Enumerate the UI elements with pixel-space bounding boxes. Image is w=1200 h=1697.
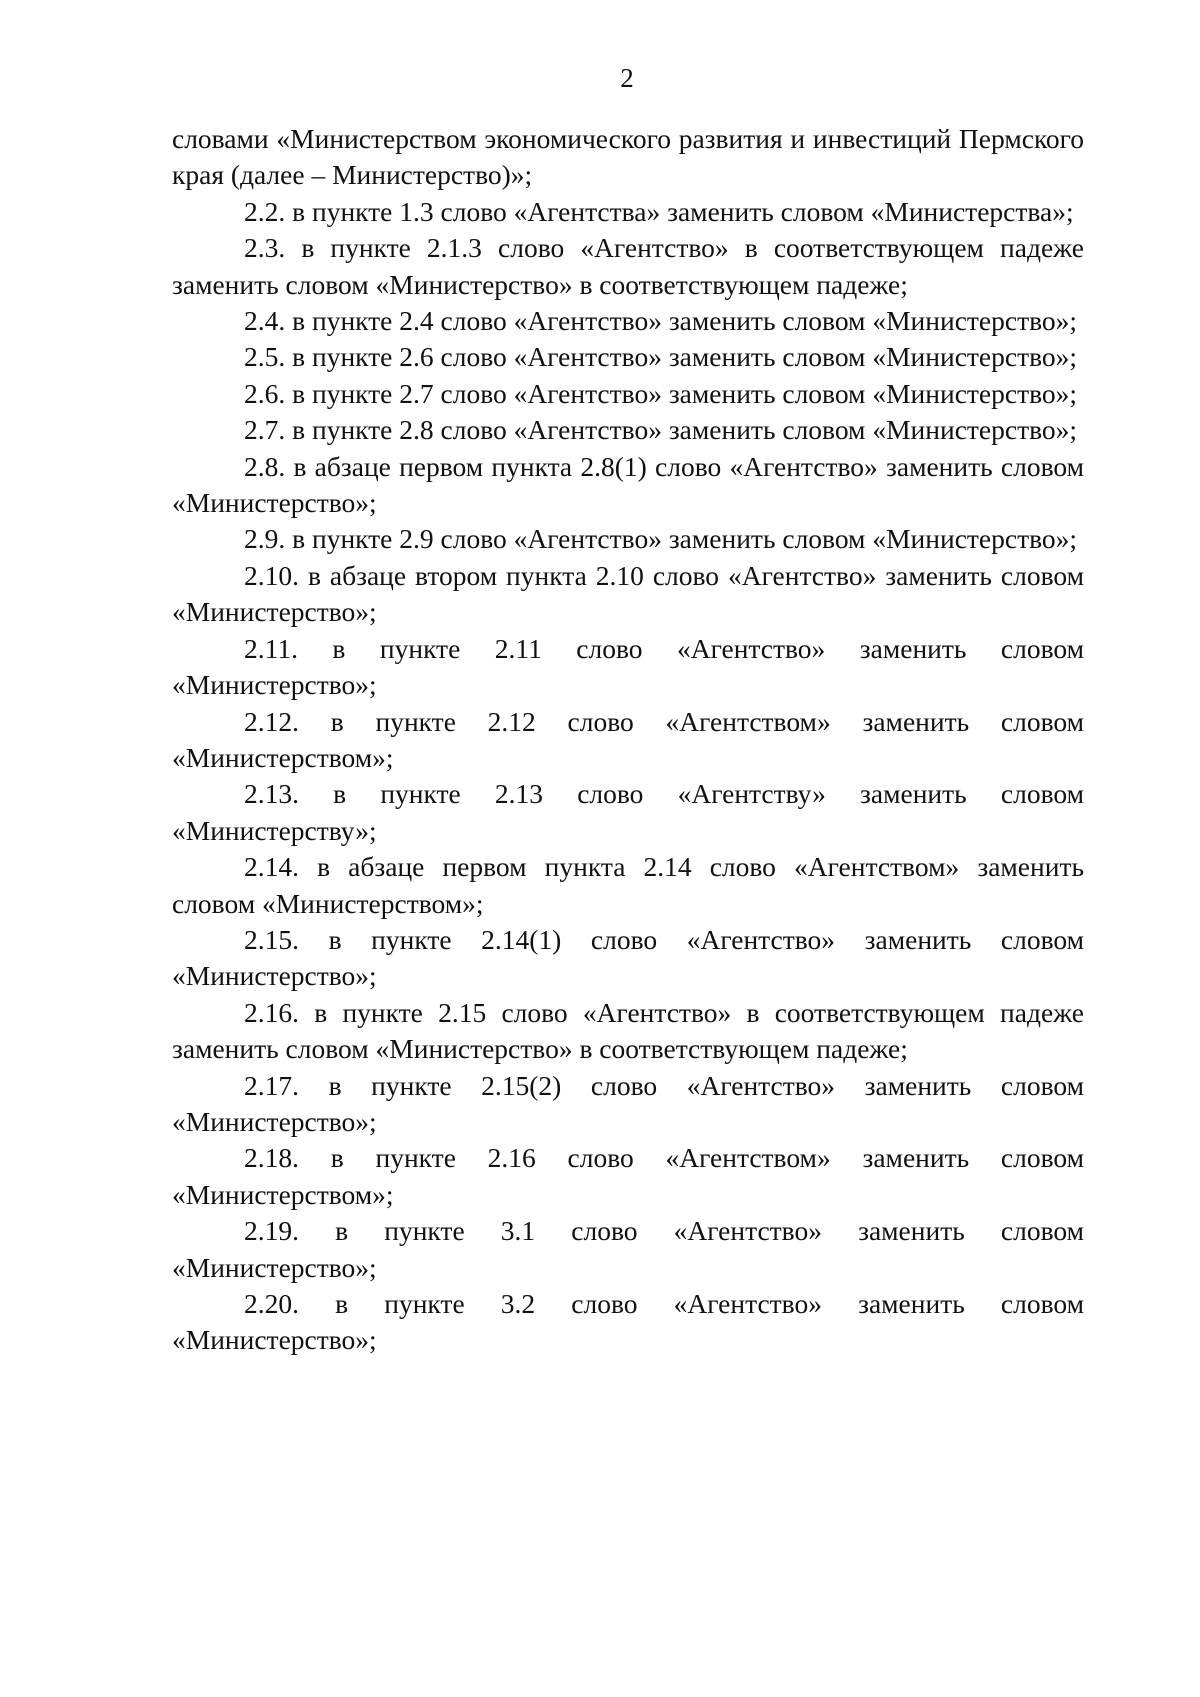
paragraph-item-2-7: 2.7. в пункте 2.8 слово «Агентство» заменить словом «Министерство»; [244,414,1078,446]
paragraph-item-2-10: 2.10. в абзаце втором пункта 2.10 слово «Агентство» заменить словом «Министерство»; [172,559,1084,628]
page-number: 2 [620,63,634,93]
paragraph-item-2-8: 2.8. в абзаце первом пункта 2.8(1) слово «Агентство» заменить словом «Министерство»; [172,450,1084,519]
paragraph-item-2-2: 2.2. в пункте 1.3 слово «Агентства» заменить словом «Министерства»; [244,195,1074,227]
paragraph-item-2-3: 2.3. в пункте 2.1.3 слово «Агентство» в соответствующем падеже заменить словом «Министерство» в соответствующем падеже; [172,232,1084,300]
paragraph-item-2-5: 2.5. в пункте 2.6 слово «Агентство» заменить словом «Министерство»; [244,341,1078,373]
paragraph-item-2-16: 2.16. в пункте 2.15 слово «Агентство» в соответствующем падеже заменить словом «Министерство» в соответствующем падеже; [172,996,1084,1065]
document-body [172,121,1084,1359]
paragraph-item-2-12: 2.12. в пункте 2.12 слово «Агентством» заменить словом «Министерством»; [172,705,1084,773]
paragraph-item-2-4: 2.4. в пункте 2.4 слово «Агентство» заменить словом «Министерство»; [244,305,1078,337]
paragraph-item-2-14: 2.14. в абзаце первом пункта 2.14 слово «Агентством» заменить словом «Министерством»; [172,851,1084,919]
paragraph-item-2-19: 2.19. в пункте 3.1 слово «Агентство» заменить словом «Министерство»; [172,1215,1084,1283]
paragraph-item-2-11: 2.11. в пункте 2.11 слово «Агентство» заменить словом «Министерство»; [172,632,1084,701]
paragraph-item-2-9: 2.9. в пункте 2.9 слово «Агентство» заменить словом «Министерство»; [244,523,1078,555]
paragraph-item-2-17: 2.17. в пункте 2.15(2) слово «Агентство» заменить словом «Министерство»; [172,1069,1084,1137]
paragraph-item-2-6: 2.6. в пункте 2.7 слово «Агентство» заменить словом «Министерство»; [244,377,1078,409]
paragraph-item-2-15: 2.15. в пункте 2.14(1) слово «Агентство» заменить словом «Министерство»; [172,923,1084,992]
paragraph-continuation: словами «Министерством экономического развития и инвестиций Пермского края (далее – Министерство)»; [172,123,1084,191]
paragraph-item-2-18: 2.18. в пункте 2.16 слово «Агентством» заменить словом «Министерством»; [172,1142,1084,1210]
paragraph-item-2-20: 2.20. в пункте 3.2 слово «Агентство» заменить словом «Министерство»; [172,1288,1084,1356]
paragraph-item-2-13: 2.13. в пункте 2.13 слово «Агентству» заменить словом «Министерству»; [172,778,1084,846]
